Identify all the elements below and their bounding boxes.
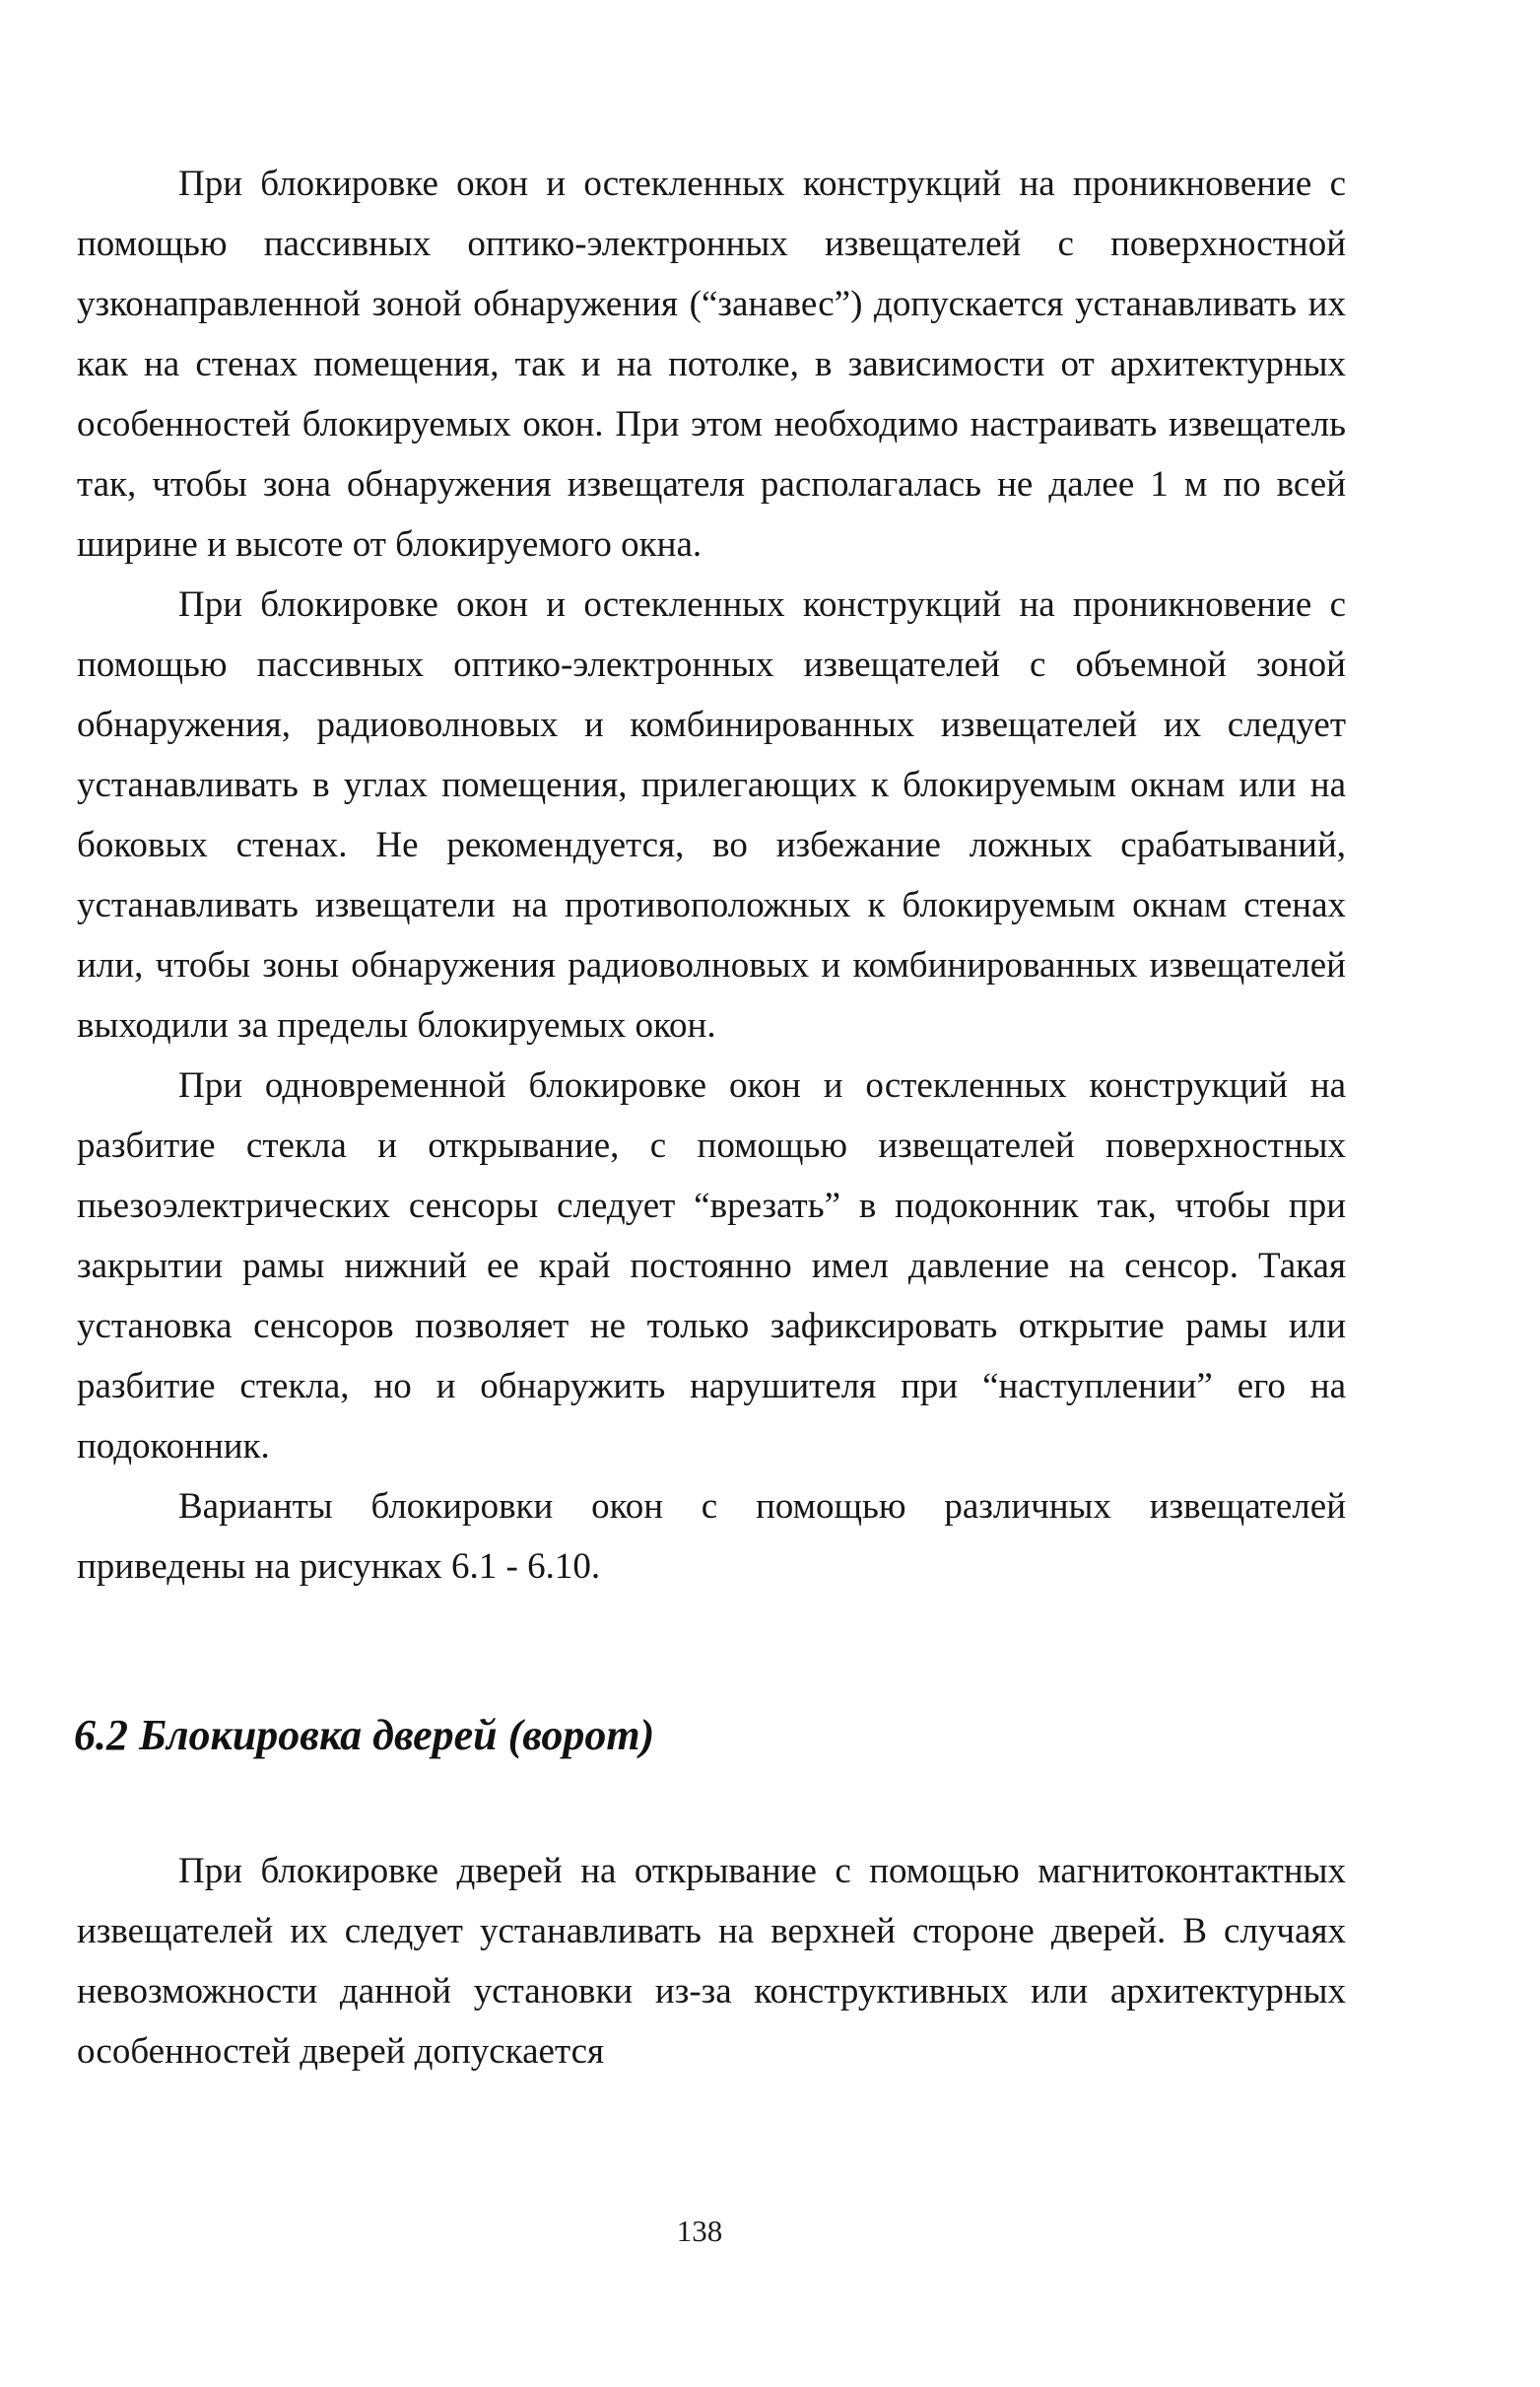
paragraph-figure-reference: Варианты блокировки окон с помощью различных извещателей приведены на рисунках 6.1 - 6.10. [77,1486,1346,1587]
paragraph-window-volume-detectors: При блокировке окон и остекленных конструкций на проникновение с помощью пассивных оптико-электронных извещателей с объемной зоной обнаружения, радиоволновых и комбинированных извещателей их следует устанавливать в углах помещения, прилегающих к блокируемым окнам или на боковых стенах. Не рекомендуется, во избежание ложных срабатываний, устанавливать извещатели на противоположных к блокируемым окнам стенах или, чтобы зоны обнаружения радиоволновых и комбинированных извещателей выходили за пределы блокируемых окон. [77,584,1346,1046]
paragraph-window-piezo-sensors: При одновременной блокировке окон и остекленных конструкций на разбитие стекла и открывание, с помощью извещателей поверхностных пьезоэлектрических сенсоры следует “врезать” в подоконник так, чтобы при закрытии рамы нижний ее край постоянно имел давление на сенсор. Такая установка сенсоров позволяет не только зафиксировать открытие рамы или разбитие стекла, но и обнаружить нарушителя при “наступлении” его на подоконник. [77,1065,1346,1466]
section-heading: 6.2 Блокировка дверей (ворот) [74,1711,655,1759]
paragraph-door-blocking: При блокировке дверей на открывание с помощью магнитоконтактных извещателей их следует устанавливать на верхней стороне дверей. В случаях невозможности данной установки из-за конструктивных или архитектурных особенностей дверей допускается [77,1851,1346,2072]
section-body-text [77,1841,1346,2081]
body-text [77,154,1346,1597]
paragraph-window-curtain-detectors: При блокировке окон и остекленных конструкций на проникновение с помощью пассивных оптико-электронных извещателей с поверхностной узконаправленной зоной обнаружения (“занавес”) допускается устанавливать их как на стенах помещения, так и на потолке, в зависимости от архитектурных особенностей блокируемых окон. При этом необходимо настраивать извещатель так, чтобы зона обнаружения извещателя располагалась не далее 1 м по всей ширине и высоте от блокируемого окна. [77,164,1346,565]
page-number: 138 [676,2214,723,2248]
